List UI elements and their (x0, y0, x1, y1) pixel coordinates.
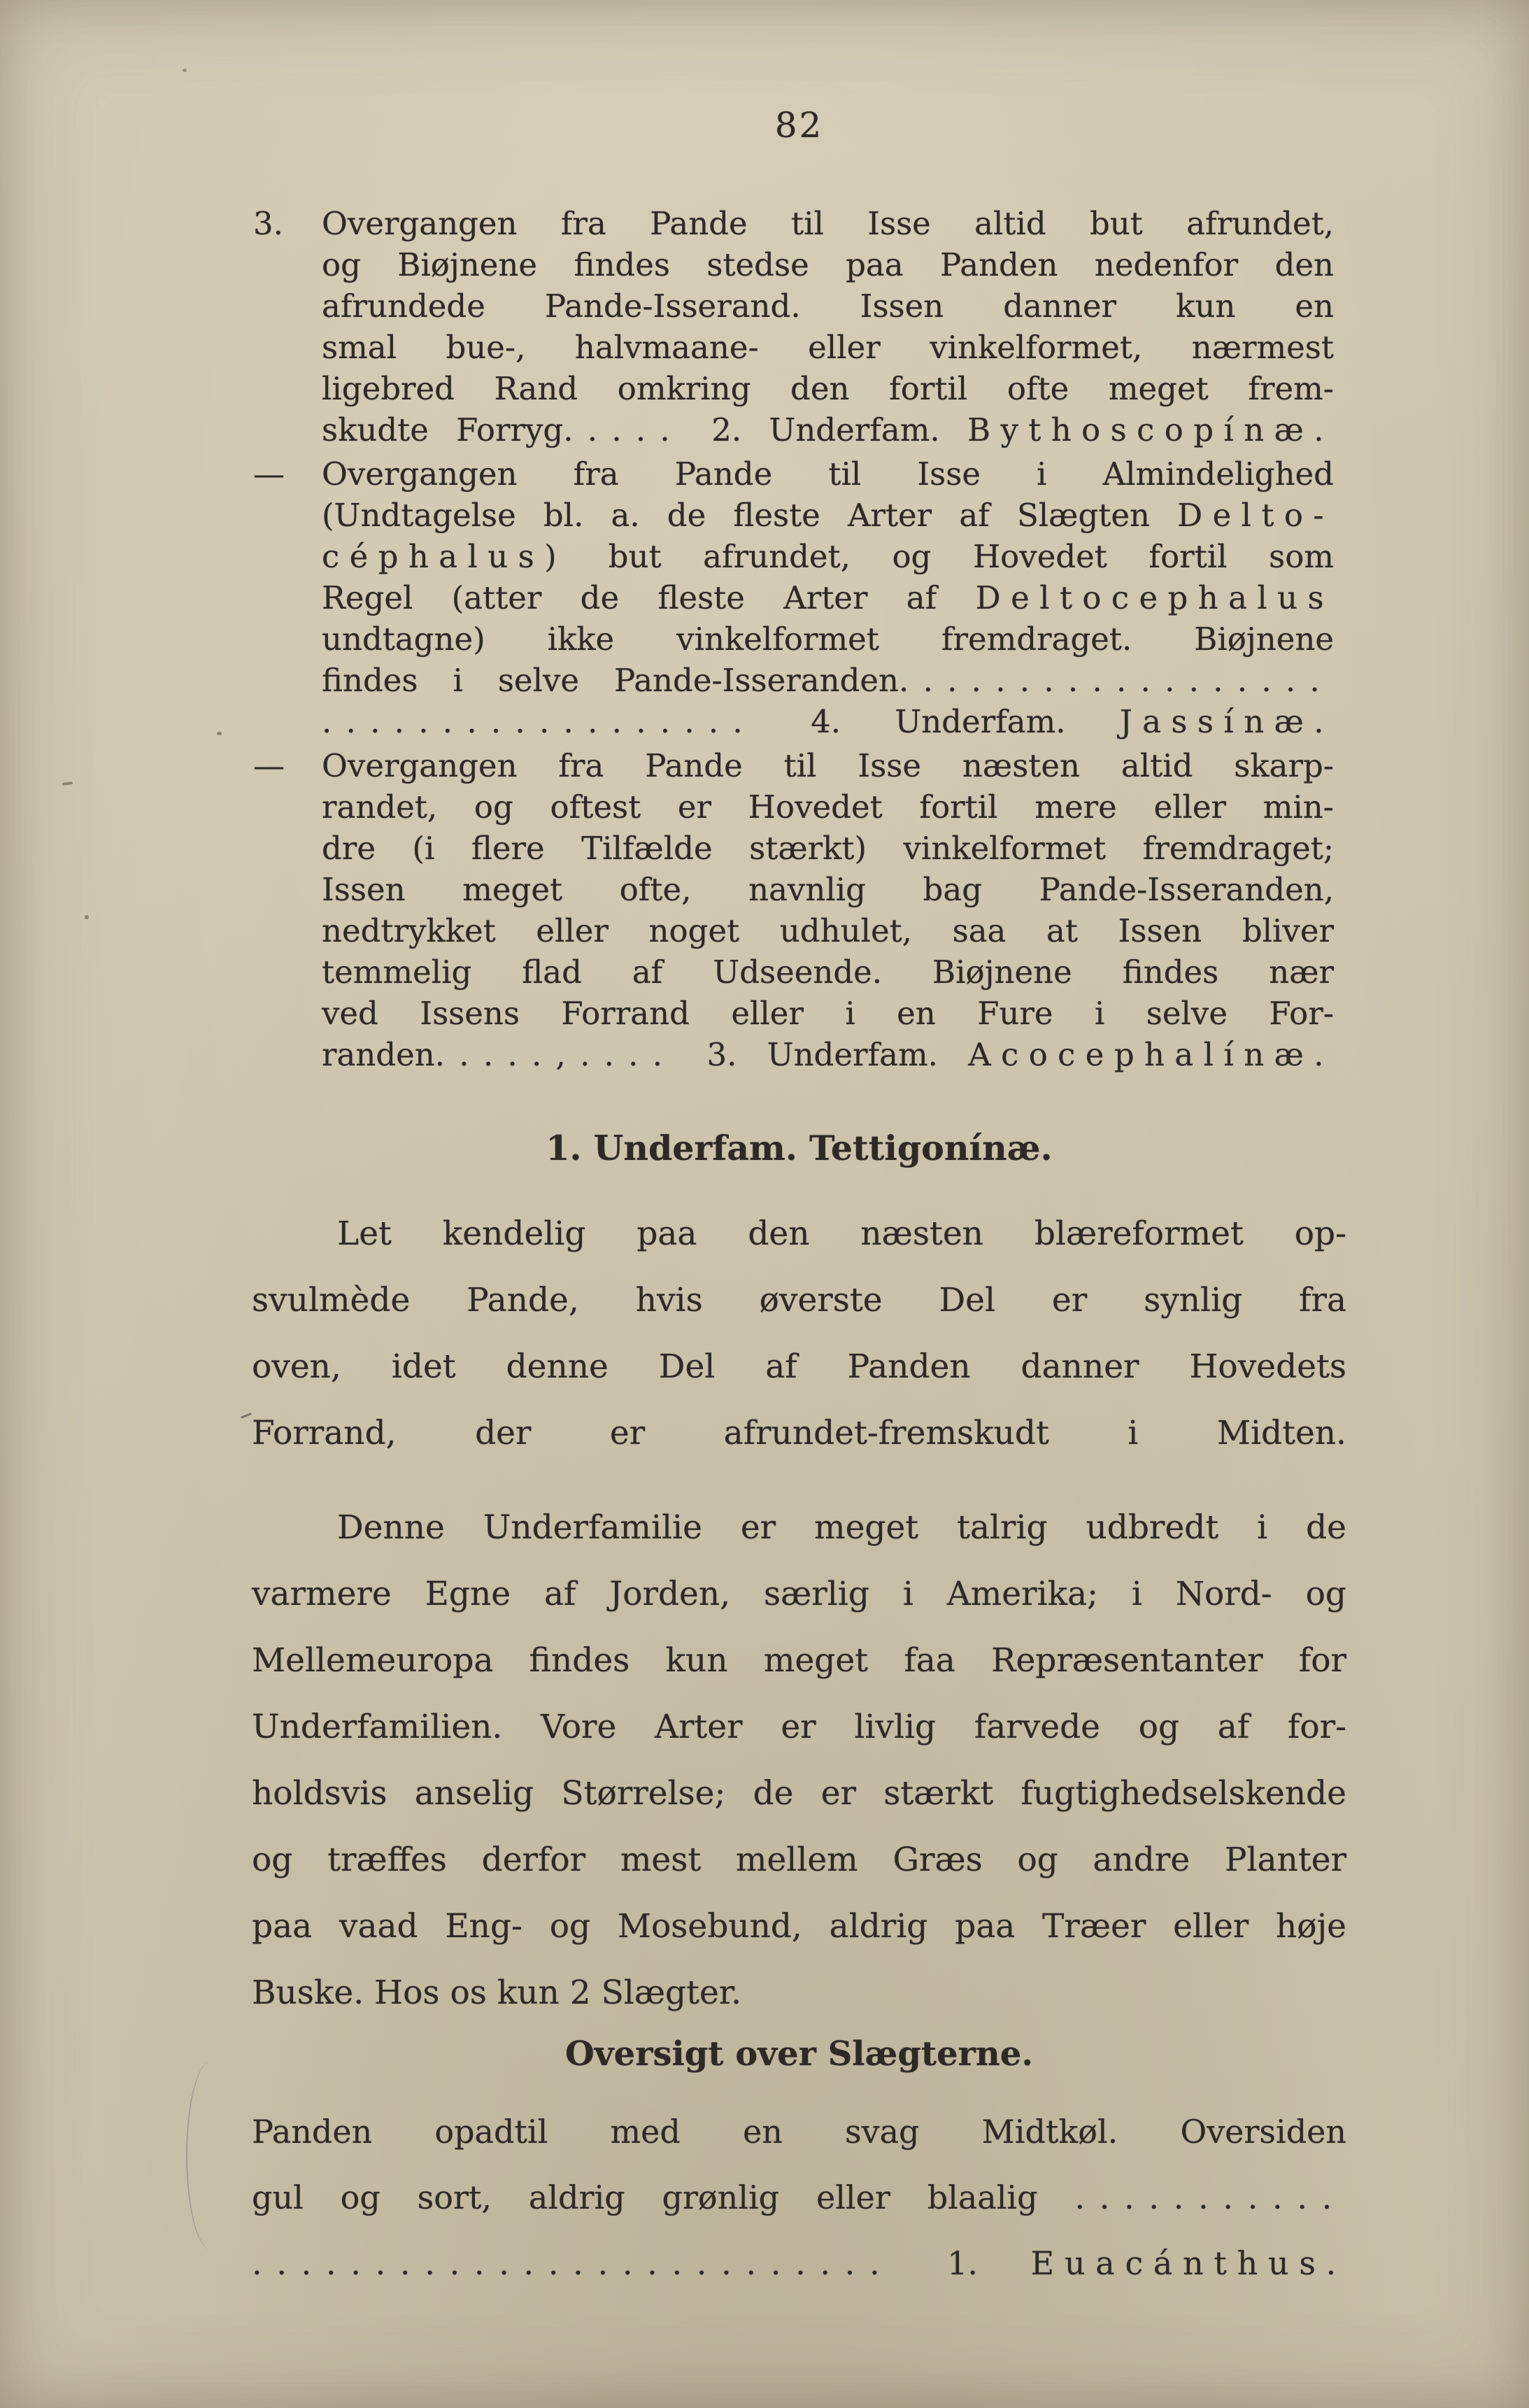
text-run: Issen meget ofte, navnlig bag Pande-Isseranden, (322, 871, 1334, 908)
dot-leader: .................. (322, 703, 757, 740)
text-line (322, 453, 1334, 495)
text-run: svulmède Pande, hvis øverste Del er synlig fra (252, 1281, 1346, 1319)
key-item-marker: — (253, 747, 285, 784)
page-number: 82 (774, 105, 824, 146)
dot-leader: ..... (563, 411, 684, 448)
key-item-lines (252, 203, 1346, 451)
text-run: undtagne) ikke vinkelformet fremdraget. Biøjnene (322, 621, 1334, 658)
text-line (322, 495, 1334, 536)
text-line (252, 1760, 1346, 1827)
faint-pen-mark (186, 2061, 236, 2250)
text-run: varmere Egne af Jorden, særlig i Amerika; i Nord- og (252, 1575, 1346, 1613)
text-line (252, 1561, 1346, 1627)
ink-speck (183, 69, 187, 72)
text-line (252, 1333, 1346, 1400)
text-line (322, 951, 1334, 993)
ink-speck (62, 781, 73, 786)
text-line (322, 745, 1334, 786)
dot-leader: ........... (1074, 2179, 1346, 2216)
text-line (322, 203, 1334, 244)
taxon-name: Acocephalínæ. (968, 1036, 1334, 1073)
text-run: (Undtagelse bl. a. de fleste Arter af Slægten (322, 497, 1178, 534)
key-item-lines (252, 453, 1346, 742)
text-line (322, 701, 1334, 742)
text-line (252, 1400, 1346, 1466)
key-item-marker: 3. (253, 205, 283, 242)
text-line (322, 327, 1334, 368)
text-line (322, 285, 1334, 327)
text-run: ved Issens Forrand eller i en Fure i selve For- (322, 995, 1334, 1032)
taxon-name: Deltocephalus (975, 579, 1334, 616)
text-run: smal bue-, halvmaane- eller vinkelformet, nærmest (322, 329, 1334, 366)
text-line (252, 2230, 1346, 2296)
text-line (322, 618, 1334, 660)
text-line (322, 660, 1334, 701)
text-run: Overgangen fra Pande til Isse næsten altid skarp- (322, 747, 1334, 784)
identification-key (252, 203, 1346, 1075)
body-paragraph (252, 1201, 1346, 1466)
text-run: nedtrykket eller noget udhulet, saa at Issen bliver (322, 912, 1334, 949)
text-run: randet, og oftest er Hovedet fortil mere eller min- (322, 788, 1334, 826)
genus-key (252, 2099, 1360, 2296)
text-line (322, 577, 1334, 618)
text-line (252, 1267, 1346, 1333)
ink-speck (217, 732, 222, 735)
text-line (322, 869, 1334, 910)
text-line (252, 2165, 1346, 2230)
text-run: dre (i flere Tilfælde stærkt) vinkelformet fremdraget; (322, 830, 1334, 867)
text-run: Regel (atter de fleste Arter af (322, 579, 976, 616)
taxon-name: Jassínæ. (1119, 703, 1334, 740)
text-line (252, 1494, 1346, 1561)
text-run: Forrand, der er afrundet-fremskudt i Midten. (252, 1414, 1346, 1452)
text-line (322, 536, 1334, 577)
text-line (252, 1694, 1346, 1760)
text-run: Let kendelig paa den næsten blæreformet op- (337, 1214, 1346, 1253)
text-line (252, 1201, 1346, 1267)
text-run: randen (322, 1036, 435, 1073)
text-run: Panden opadtil med en svag Midtkøl. Oversiden (252, 2113, 1346, 2151)
genus-key-heading: Oversigt over Slægterne. (564, 2034, 1034, 2074)
taxon-name: céphalus) (322, 538, 567, 575)
text-line (322, 828, 1334, 869)
key-item-lines (252, 745, 1346, 1075)
text-run: holdsvis anselig Størrelse; de er stærkt fugtighedselskende (252, 1774, 1346, 1813)
key-item (252, 203, 1346, 451)
text-run: oven, idet denne Del af Panden danner Hovedets (252, 1347, 1346, 1386)
text-run: Denne Underfamilie er meget talrig udbredt i de (337, 1508, 1346, 1547)
text-run: og træffes derfor mest mellem Græs og andre Planter (252, 1841, 1346, 1879)
text-line (322, 786, 1334, 828)
text-line (252, 1827, 1346, 1893)
text-run: og Biøjnene findes stedse paa Panden nedenfor den (322, 246, 1334, 283)
text-run: 4. Underfam. (756, 703, 1120, 740)
text-line (252, 1960, 1346, 2026)
text-run: ligebred Rand omkring den fortil ofte meget frem- (322, 370, 1334, 407)
text-run: paa vaad Eng- og Mosebund, aldrig paa Træer eller høje (252, 1907, 1346, 1946)
text-run: 2. Underfam. (684, 411, 967, 448)
text-line (322, 1034, 1334, 1075)
text-line (252, 1627, 1346, 1694)
text-line (322, 409, 1334, 451)
text-line (252, 2099, 1346, 2165)
text-line (322, 244, 1334, 285)
text-run: Overgangen fra Pande til Isse i Almindelighed (322, 455, 1334, 493)
dot-leader: .................. (899, 662, 1334, 699)
text-run: Overgangen fra Pande til Isse altid but afrundet, (322, 205, 1334, 242)
subfamily-heading: 1. Underfam. Tettigonínæ. (546, 1128, 1053, 1168)
taxon-name: Bythoscopínæ. (967, 411, 1334, 448)
key-item (252, 453, 1346, 742)
text-run: but afrundet, og Hovedet fortil som (567, 538, 1334, 575)
text-run: Mellemeuropa findes kun meget faa Repræsentanter for (252, 1641, 1346, 1680)
text-run: 3. Underfam. (676, 1036, 969, 1073)
text-run: temmelig flad af Udseende. Biøjnene findes nær (322, 954, 1334, 991)
taxon-name: Euacánthus. (1030, 2244, 1346, 2282)
key-item-marker: — (253, 455, 285, 493)
stray-ink-mark (241, 1412, 252, 1419)
text-run: afrundede Pande-Isserand. Issen danner kun en (322, 288, 1334, 325)
key-item (252, 745, 1346, 1075)
text-run: skudte Forryg (322, 411, 564, 448)
text-line (322, 368, 1334, 409)
text-run: Underfamilien. Vore Arter er livlig farvede og af for- (252, 1708, 1346, 1746)
text-run: Buske. Hos os kun 2 Slægter. (252, 1974, 742, 2012)
taxon-name: Delto- (1177, 497, 1334, 534)
body-paragraph (252, 1494, 1346, 2026)
dot-leader: .....,.... (434, 1036, 677, 1073)
ink-speck (85, 915, 89, 919)
text-line (322, 993, 1334, 1034)
text-line (322, 910, 1334, 951)
dot-leader: .......................... (252, 2244, 895, 2282)
text-line (252, 1893, 1346, 1960)
text-run: 1. (894, 2244, 1031, 2282)
text-run: gul og sort, aldrig grønlig eller blaalig (252, 2179, 1075, 2216)
text-run: findes i selve Pande-Isseranden (322, 662, 899, 699)
